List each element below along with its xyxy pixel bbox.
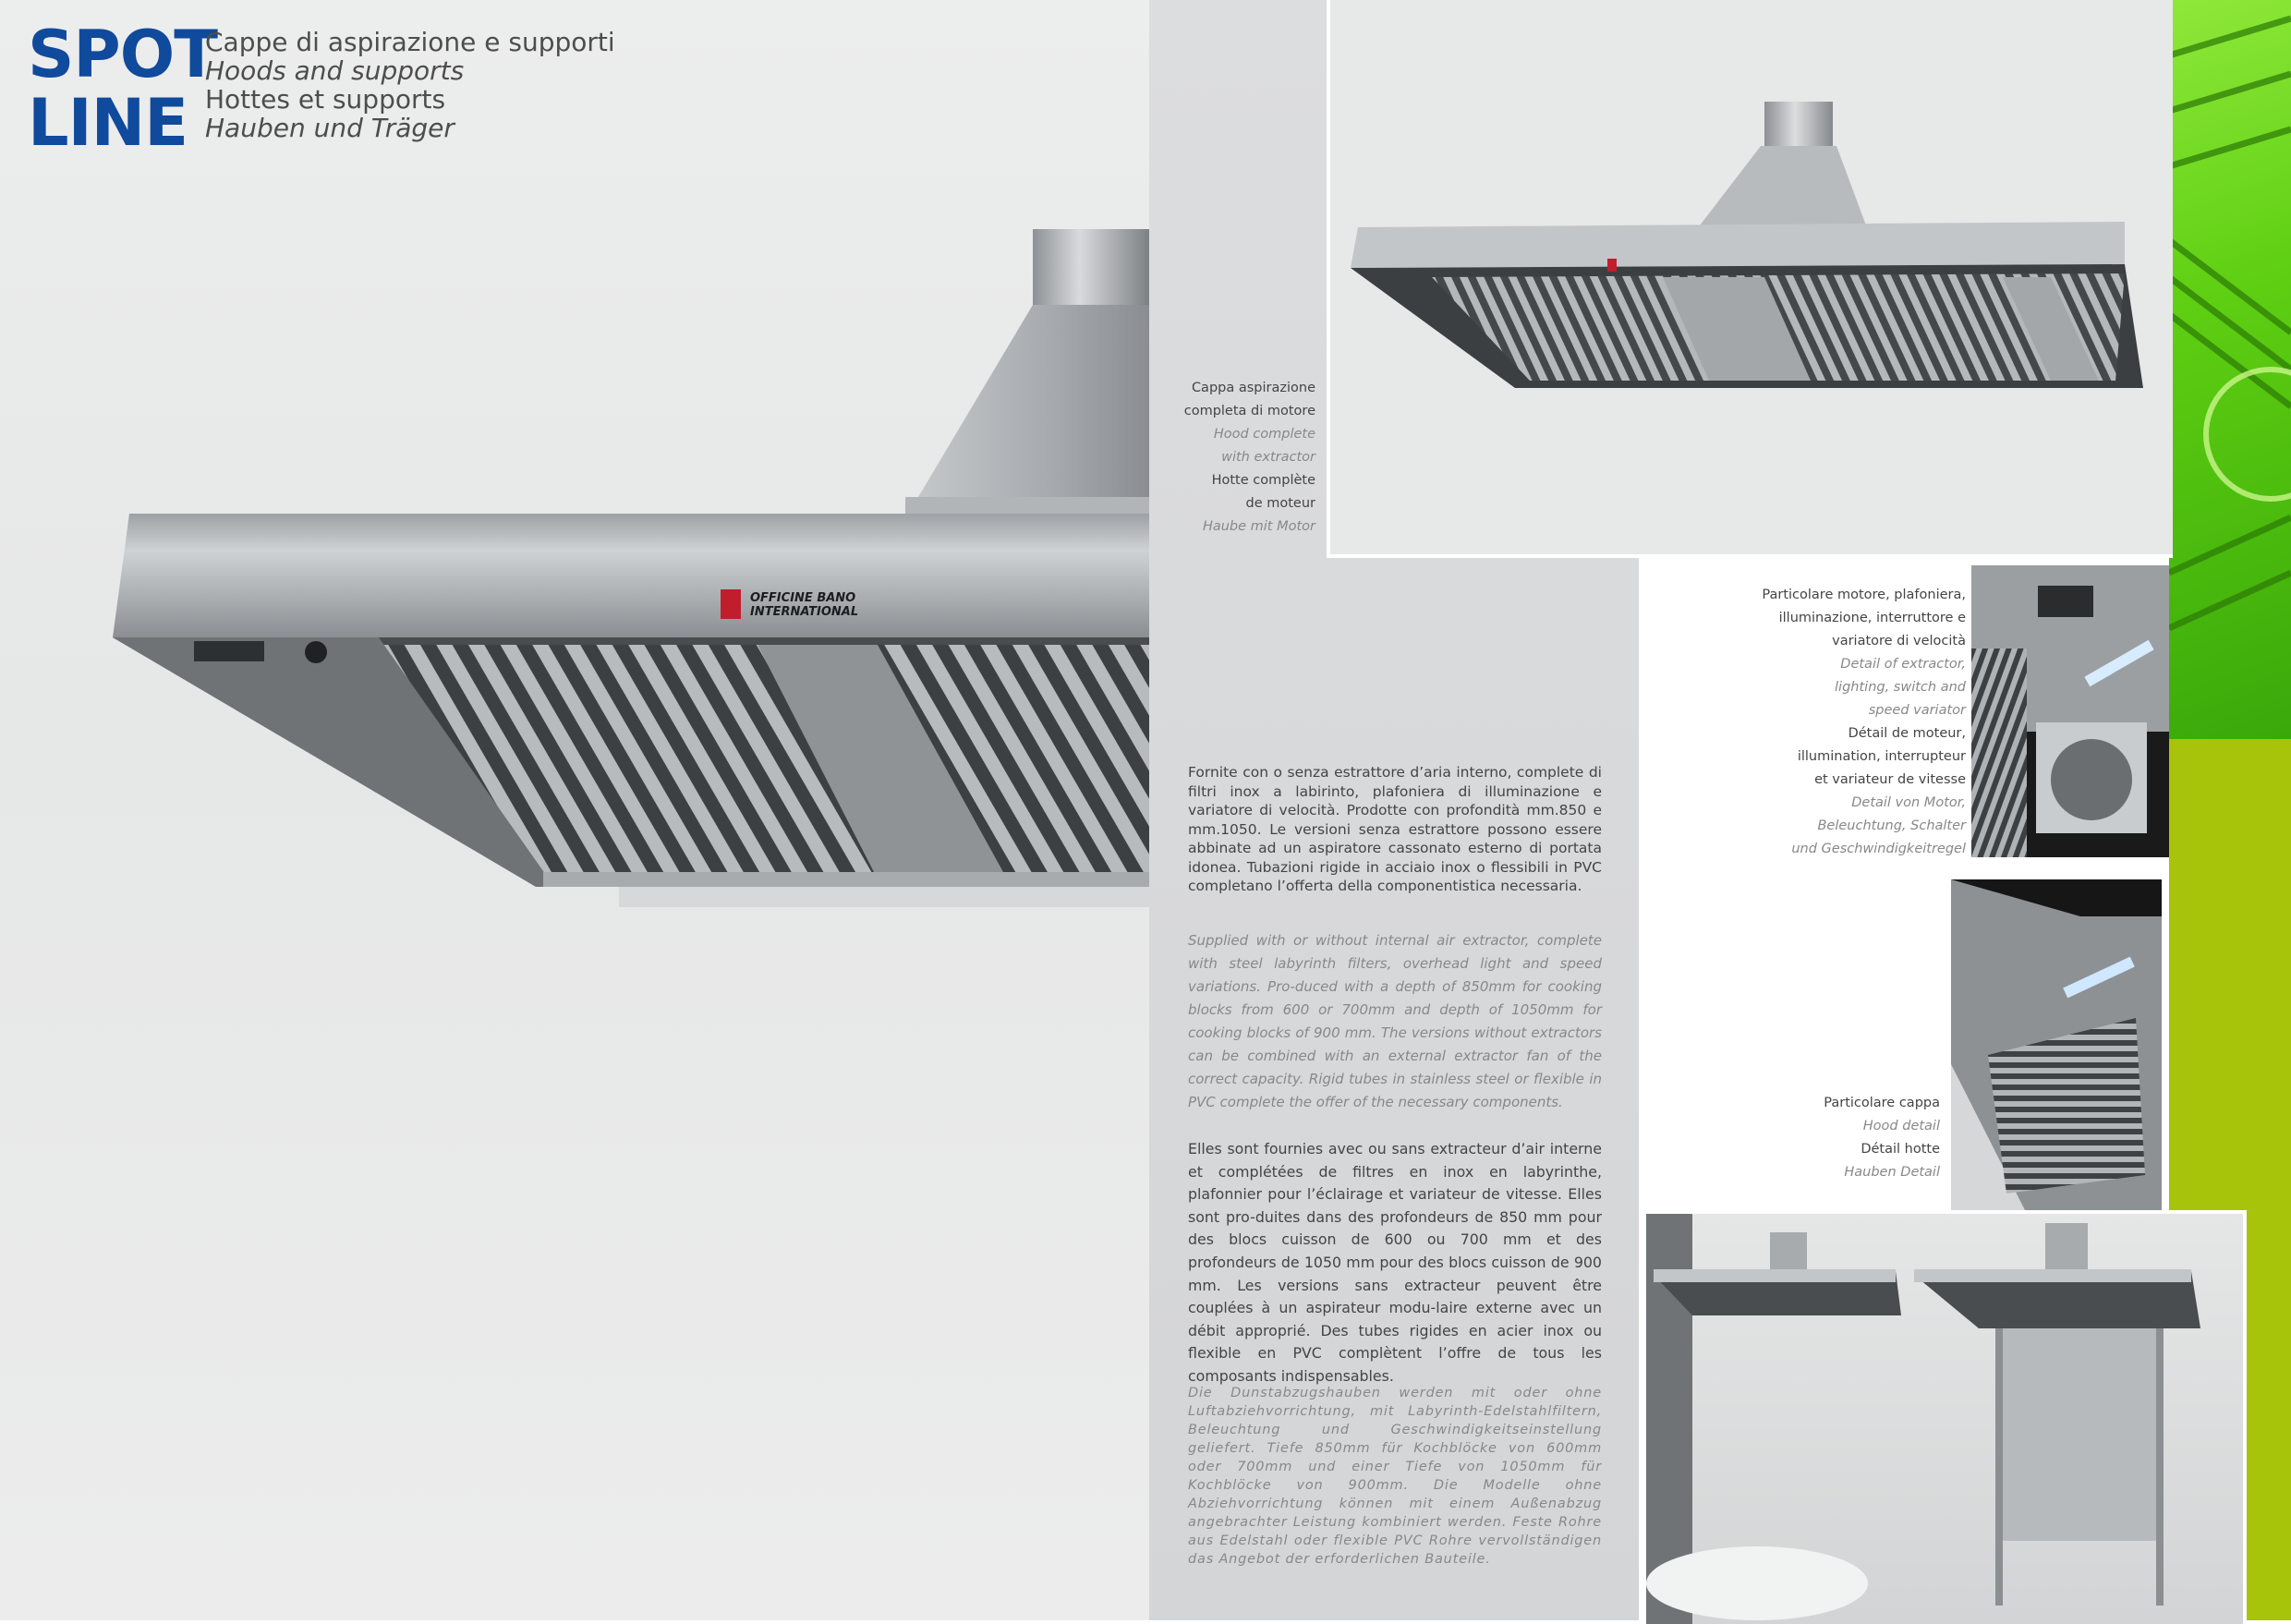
caption-fr-1: Hotte complète [1211, 473, 1315, 488]
brand-logo [28, 17, 217, 161]
caption-en-1: Detail of extractor, [1840, 657, 1966, 672]
brand-line-2: LINE [28, 85, 188, 161]
caption-hood-detail [1755, 1092, 1940, 1184]
caption-de-2: Beleuchtung, Schalter [1817, 818, 1966, 833]
green-fan-photo [2169, 0, 2291, 739]
title-en: Hoods and supports [205, 55, 465, 86]
brand-line-1: SPOT [28, 17, 217, 92]
caption-it: Particolare cappa [1824, 1096, 1940, 1110]
caption-de: Hauben Detail [1844, 1165, 1940, 1180]
caption-de-1: Haube mit Motor [1202, 519, 1315, 534]
hood-logo-line1: OFFICINE BANO [750, 591, 856, 605]
caption-fr-1: Détail de moteur, [1848, 726, 1966, 741]
motor-detail-photo [1971, 565, 2169, 857]
hood-logo-line2: INTERNATIONAL [750, 605, 859, 619]
title-it: Cappe di aspirazione e supporti [205, 27, 615, 57]
hood-detail-photo [1951, 879, 2162, 1210]
caption-fr: Détail hotte [1861, 1142, 1940, 1157]
caption-en: Hood detail [1862, 1119, 1940, 1133]
caption-it-2: completa di motore [1183, 404, 1315, 418]
description-it: Fornite con o senza estrattore d’aria interno, complete di filtri inox a labirinto, plafoniera di illuminazione e variatore di velocità. Prodotte con profondità mm.850 e mm.1050. Le versioni senza estrattore possono essere abbinate ad un aspiratore cassonato esterno di portata idonea. Tubazioni rigide in acciaio inox o flessibili in PVC completano l’offerta della componentistica necessaria. [1188, 764, 1602, 894]
description-fr: Elles sont fournies avec ou sans extracteur d’air interne et complétées de filtres en inox en labyrinthe, plafonnier pour l’éclairage et variateur de vitesse. Elles sont pro-duites dans des profondeurs de 850 mm pour des blocs cuisson de 600 ou 700 mm et des profondeurs de 1050 mm pour des blocs cuisson de 900 mm. Les versions sans extracteur peuvent être couplées à un aspirateur modu-laire externe avec un débit approprié. Des tubes rigides en acier inox ou flexible en PVC complètent l’offre de tous les composants indispensables. [1188, 1140, 1602, 1385]
caption-en-2: with extractor [1221, 450, 1315, 465]
caption-fr-3: et variateur de vitesse [1814, 772, 1966, 787]
title-de: Hauben und Träger [205, 113, 455, 143]
caption-it-1: Particolare motore, plafoniera, [1762, 588, 1966, 602]
page-title-block [205, 28, 615, 142]
caption-en-3: speed variator [1868, 703, 1966, 718]
caption-de-3: und Geschwindigkeitregel [1791, 842, 1966, 856]
caption-hood-complete [1151, 377, 1315, 539]
caption-de-1: Detail von Motor, [1851, 795, 1966, 810]
caption-en-2: lighting, switch and [1835, 680, 1966, 695]
hoods-with-supports-photo [1642, 1210, 2247, 1624]
title-fr: Hottes et supports [205, 84, 446, 115]
description-de: Die Dunstabzugshauben werden mit oder ohne Luftabziehvorrichtung, mit Labyrinth-Edelstahlfiltern, Beleuchtung und Geschwindigkeitseinstellung geliefert. Tiefe 850mm für Kochblöcke von 600mm oder 700mm und einer Tiefe von 1050mm für Kochblöcke von 900mm. Die Modelle ohne Abziehvorrichtung können mit einem Außenabzug angebrachter Leistung kombiniert werden. Feste Rohre aus Edelstahl oder flexible PVC Rohre vervollständigen das Angebot der erforderlichen Bauteile. [1188, 1386, 1602, 1567]
caption-it-2: illuminazione, interruttore e [1778, 611, 1966, 625]
caption-it-3: variatore di velocità [1832, 634, 1966, 648]
caption-en-1: Hood complete [1213, 427, 1315, 442]
caption-fr-2: de moteur [1245, 496, 1315, 511]
description-en: Supplied with or without internal air extractor, complete with steel labyrinth filters, overhead light and speed variations. Pro-duced with a depth of 850mm for cooking blocks from 600 or 700mm and depth of 1050mm for cooking blocks of 900 mm. The versions without extractors can be combined with an external extractor fan of the correct capacity. Rigid tubes in stainless steel or flexible in PVC complete the offer of the necessary components. [1188, 932, 1602, 1110]
hood-complete-photo [1327, 0, 2173, 558]
caption-it-1: Cappa aspirazione [1191, 381, 1315, 395]
caption-fr-2: illumination, interrupteur [1797, 749, 1966, 764]
hood-logo [750, 591, 858, 619]
caption-motor-detail [1737, 584, 1966, 861]
